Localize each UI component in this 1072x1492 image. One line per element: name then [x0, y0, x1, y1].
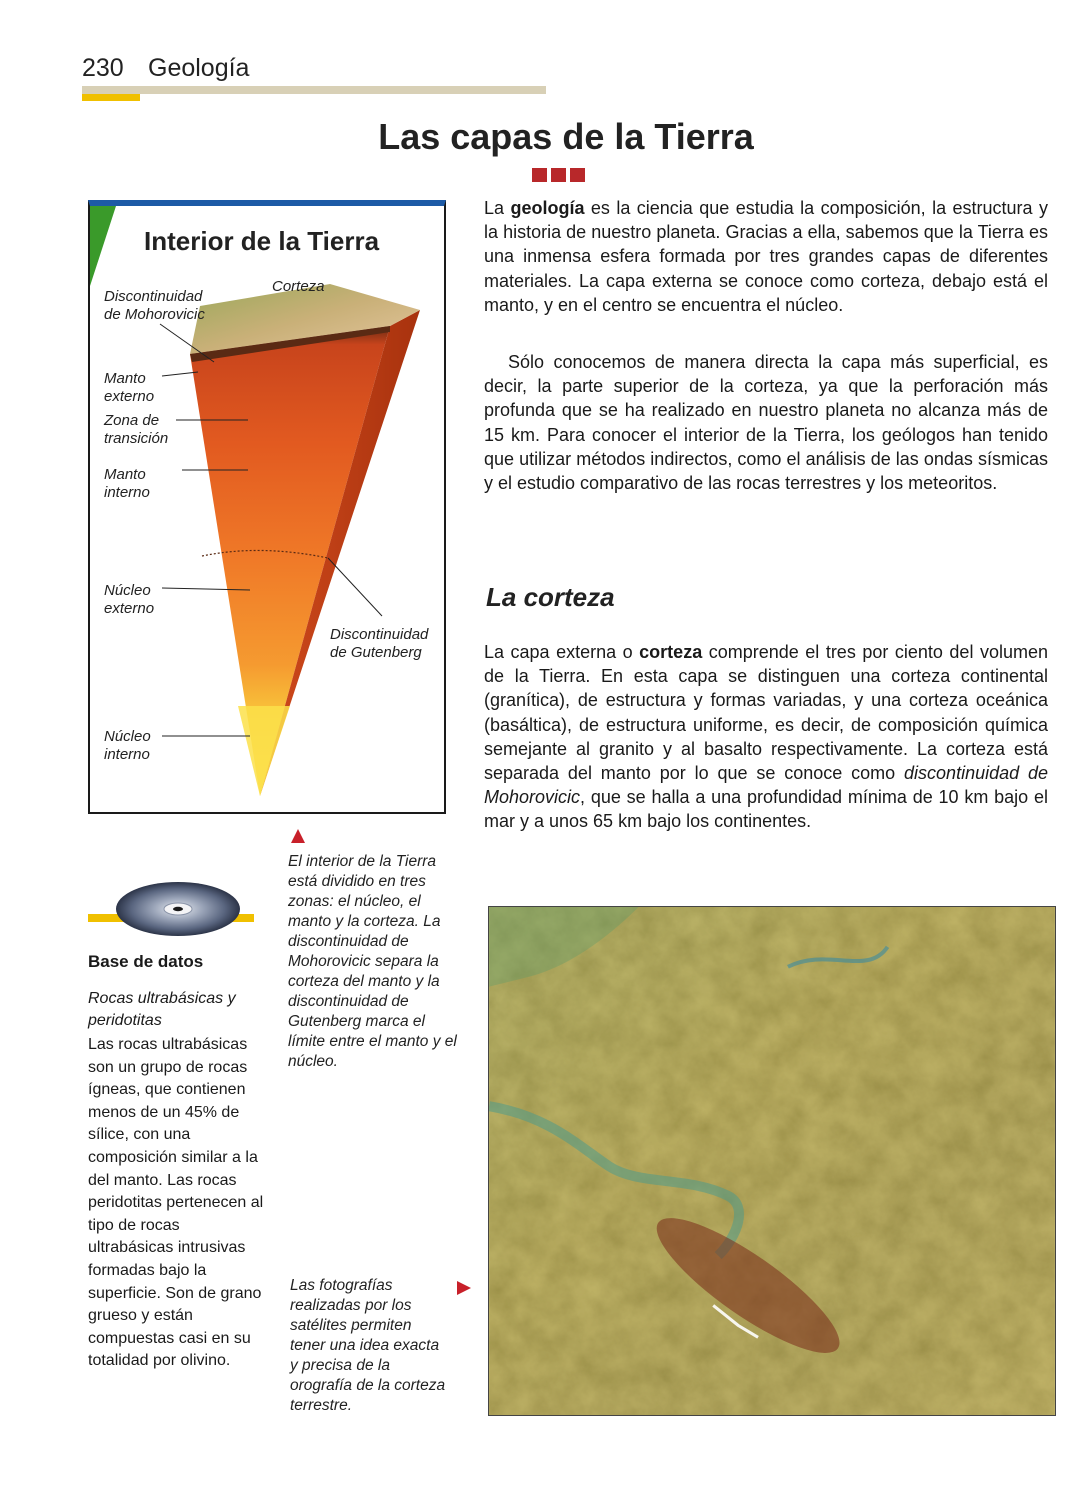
- label-nucleo-interno-line1: Núcleo: [104, 728, 151, 745]
- database-body: Las rocas ultrabásicas son un grupo de rocas ígneas, que contienen menos de un 45% de sílice, con una composición similar a la del manto. Las rocas peridotitas pertenecen al tipo de rocas ultrabásicas intrusivas formadas bajo la superficie. Son de grano grueso y están compuestas casi en su totalidad por olivino.: [88, 1036, 264, 1370]
- label-manto-externo-line2: externo: [104, 388, 155, 405]
- label-gutenberg: [330, 626, 428, 662]
- label-zona-transicion-line1: Zona de: [104, 412, 160, 429]
- diagram-caption: El interior de la Tierra está dividido en tres zonas: el núcleo, el manto y la corteza. La discontinuidad de Mohorovicic separa la corteza del manto y la discontinuidad de Gutenberg marca el límite entre el manto y el núcleo.: [288, 853, 457, 1070]
- label-nucleo-externo-line2: externo: [104, 600, 155, 617]
- page-number: 230: [82, 54, 124, 82]
- cd-disc-icon: [114, 880, 242, 938]
- database-subtitle: Rocas ultrabásicas y peridotitas: [88, 990, 236, 1029]
- label-manto-interno-line1: Manto: [104, 466, 146, 483]
- label-nucleo-externo: [104, 582, 154, 618]
- label-manto-interno: [104, 466, 150, 502]
- label-manto-externo-line1: Manto: [104, 370, 146, 387]
- title-ornament: [532, 168, 589, 187]
- label-manto-interno-line2: interno: [104, 484, 150, 501]
- intro-paragraph: [484, 196, 1048, 317]
- intro-text-start: La: [484, 198, 511, 218]
- header-rule: [82, 86, 546, 94]
- crust-text-middle: comprende el tres por ciento del volumen de la Tierra. En esta capa se distinguen una corteza continental (granítica), de estructura y formas variadas, y una corteza oceánica (basáltica), de estructura uniforme, es decir, de composición química semejante al granito y al basalto respectivamente. La corteza está separada del manto por lo que se conoce como: [484, 642, 1048, 784]
- label-zona-transicion-line2: transición: [104, 430, 169, 447]
- crust-text-start: La capa externa o: [484, 642, 640, 662]
- label-moho: [104, 288, 205, 324]
- intro-text-end: es la ciencia que estudia la composición, la estructura y la historia de nuestro planeta. Gracias a ella, sabemos que la Tierra es una inmensa esfera formada por tres grandes capas de diferentes materiales. La capa externa se conoce como corteza, debajo está el manto, y en el centro se encuentra el núcleo.: [484, 198, 1048, 315]
- section-heading: La corteza: [486, 582, 615, 612]
- satellite-terrain-image: [488, 906, 1056, 1416]
- label-moho-line2: de Mohorovicic: [104, 306, 205, 323]
- label-nucleo-interno: [104, 728, 151, 764]
- label-corteza: Corteza: [272, 278, 325, 295]
- intro-keyword: geología: [510, 198, 585, 218]
- crust-text-end: , que se halla a una profundidad mínima de 10 km bajo el mar y a unos 65 km bajo los continentes.: [484, 787, 1048, 832]
- diagram-title: Interior de la Tierra: [144, 226, 380, 256]
- second-paragraph: Sólo conocemos de manera directa la capa más superficial, es decir, la parte superior de la corteza, ya que la perforación más profunda que se ha realizado en nuestro planeta no alcanza más de 15 km. Para conocer el interior de la Tierra, los geólogos han tenido que utilizar métodos indirectos, como el análisis de las ondas sísmicas y el estudio comparativo de las rocas terrestres y los meteoritos.: [484, 352, 1048, 494]
- page-title: Las capas de la Tierra: [378, 116, 754, 157]
- label-manto-externo: [104, 370, 154, 406]
- section-name: Geología: [148, 54, 250, 82]
- triangle-up-icon: [290, 828, 306, 844]
- inner-core: [238, 706, 290, 796]
- triangle-right-icon: [456, 1280, 472, 1296]
- wedge-front: [190, 326, 390, 796]
- crust-italic-term: discontinuidad de Mohorovicic: [484, 763, 1049, 808]
- earth-interior-diagram: [88, 200, 446, 814]
- label-gutenberg-line2: de Gutenberg: [330, 644, 422, 661]
- label-moho-line1: Discontinuidad: [104, 288, 203, 305]
- satellite-caption: Las fotografías realizadas por los satélites permiten tener una idea exacta y precisa de la orografía de la corteza terrestre.: [290, 1277, 446, 1414]
- header-rule-accent: [82, 94, 140, 101]
- label-nucleo-interno-line2: interno: [104, 746, 150, 763]
- label-zona-transicion: [104, 412, 168, 448]
- database-title: Base de datos: [88, 952, 204, 971]
- crust-paragraph: [484, 640, 1048, 834]
- corner-accent: [90, 206, 116, 286]
- label-nucleo-externo-line1: Núcleo: [104, 582, 151, 599]
- crust-keyword: corteza: [639, 642, 703, 662]
- label-gutenberg-line1: Discontinuidad: [330, 626, 429, 643]
